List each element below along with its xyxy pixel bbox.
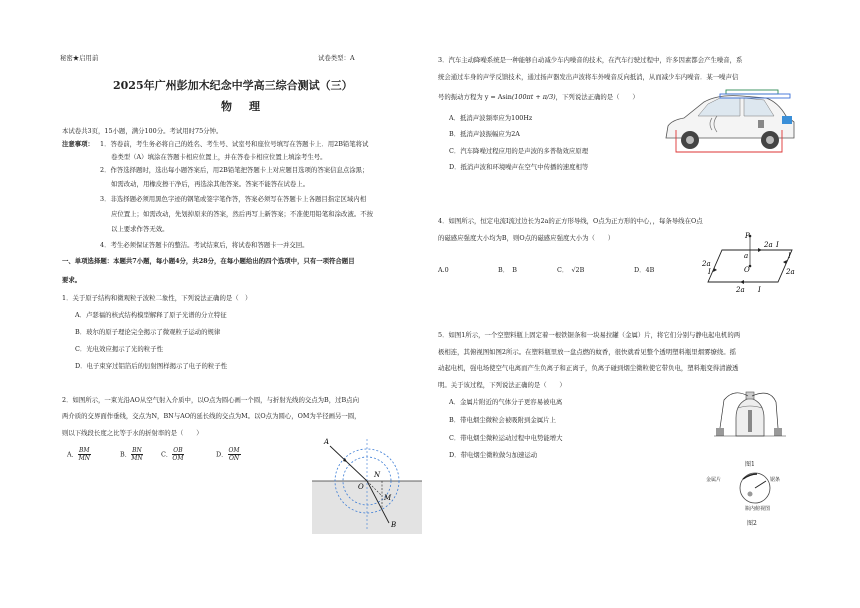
q2-option-c-frac	[172, 447, 183, 462]
q4-current-arrow-bottom-icon	[740, 280, 744, 284]
q2-label-a: A	[324, 438, 330, 446]
subject-title: 物 理	[221, 100, 263, 113]
paper-type: 试卷类型：A	[318, 54, 355, 62]
q4-stem-2: 的磁感应强度大小均为B，则O点的磁感应强度大小为（ ）	[438, 234, 615, 242]
note-3c: 以上要求作答无效。	[111, 225, 169, 233]
q4-square-loop-figure	[700, 230, 804, 296]
q2-c-num: OB	[173, 447, 183, 454]
notes-label: 注意事项：	[62, 140, 94, 148]
page-title: 2025年广州彭加木纪念中学高三综合测试（三）	[113, 79, 353, 92]
q5-figure-1-caption: 图1	[745, 461, 755, 468]
q3-speaker-icon	[758, 120, 764, 128]
q2-label-m: M	[384, 494, 392, 502]
q5-incense-icon	[748, 492, 753, 497]
secret-label: 秘密★启用前	[60, 54, 99, 62]
q3-option-a: A．抵消声波频率应为100Hz	[449, 114, 533, 122]
q4-stem-1: 4．如图所示，恒定电流I流过边长为2a的正方形导线，O点为正方形的中心，，每条导线在O点	[438, 217, 703, 225]
q3-wire-top	[726, 90, 778, 94]
note-2a: 2．作答选择题时，选出每小题答案后，用2B铅笔把答题卡上对应题目选项的答案信息点涂黑；	[100, 166, 369, 174]
section-1-heading-cont: 要求。	[62, 276, 82, 284]
q5-stem-3: 动起电机，强电场使空气电离而产生负离子和正离子，负离子碰到烟尘微粒使它带负电，塑料瓶变得清澈透	[438, 364, 739, 372]
q5-option-d: D．带电烟尘微粒做匀加速运动	[449, 451, 538, 459]
q2-a-den: MN	[78, 455, 90, 462]
q1-option-b: B．玻尔的原子理论完全揭示了微观粒子运动的规律	[75, 328, 221, 336]
q3-option-c: C．汽车降噪过程应用的是声波的多普勒效应原理	[449, 147, 589, 155]
q5-label-saw: 锯条	[770, 477, 781, 483]
q4-option-b: B． B	[498, 266, 517, 274]
q5-label-metal: 金属片	[706, 477, 722, 483]
q1-option-d: D．电子束穿过铝箔后的衍射图样揭示了电子的粒子性	[75, 362, 228, 370]
q5-generator-left	[716, 428, 724, 436]
q1-stem: 1．关于原子结构和微观粒子波粒二象性，下列说法正确的是（ ）	[62, 294, 252, 302]
q3-hub-front-icon	[686, 136, 694, 144]
q5-option-b: B．带电烟尘微粒会被吸附到金属片上	[449, 416, 556, 424]
q5-option-c: C．带电烟尘微粒运动过程中电势能增大	[449, 434, 563, 442]
q2-stem-3: 则以下线段长度之比等于水的折射率的是（ ）	[62, 429, 203, 437]
q2-option-a	[67, 447, 91, 462]
q4-option-d: D．4B	[634, 266, 655, 274]
q1-option-c: C．光电效应揭示了光的粒子性	[75, 345, 163, 353]
q5-stem-2: 极相连，其俯视图如图2所示。在塑料瓶里放一盘点燃的蚊香，很快就看见整个透明塑料瓶里烟雾缭绕。摇	[438, 348, 737, 356]
q5-generator-right	[774, 428, 782, 436]
q4-label-a: a	[744, 252, 749, 260]
q5-saw	[755, 481, 766, 488]
q2-c-den: OM	[172, 455, 184, 462]
q5-option-a: A．金属片附近的气体分子更容易被电离	[449, 398, 563, 406]
note-3b: 应位置上；如需改动，先划掉原来的答案，然后再写上新答案；不准使用铅笔和涂改液。不按	[111, 210, 374, 218]
q3-stem-1: 3．汽车主动降噪系统是一种能够自动减少车内噪音的技术，在汽车行驶过程中，许多因素都会产生噪音，系	[438, 56, 743, 64]
q3-option-b: B．抵消声波振幅应为2A	[449, 130, 520, 138]
note-1a: 1．答卷前，考生务必将自己的姓名、考生号、试室号和座位号填写在答题卡上．用2B铅笔将试	[100, 140, 369, 148]
q2-label-o: O	[358, 483, 364, 491]
q4-label-o: O	[744, 266, 750, 274]
q3-stem-2: 统会通过车身的声学反馈技术，通过扬声器发出声波将车外噪音反向抵消，从而减少车内噪音．某一噪声信	[438, 73, 739, 81]
q5-figure-2-caption: 图2	[747, 520, 757, 527]
q2-option-c-label: C．	[161, 450, 173, 459]
intro-text: 本试卷共3页，15小题，满分100分。考试用时75分钟。	[62, 127, 223, 135]
note-4: 4．考生必须保证答题卡的整洁。考试结束后，将试卷和答题卡一并交回。	[100, 241, 309, 249]
q3-car-figure	[662, 86, 798, 158]
note-1b: 卷类型（A）填涂在答题卡相应位置上，并在答卷卡相应位置上填涂考生号。	[111, 153, 327, 161]
q4-label-2a-top: 2a	[764, 241, 773, 249]
q4-label-2a-left: 2a	[702, 260, 711, 268]
q3-stem-3	[438, 93, 639, 101]
q5-figure-1	[714, 388, 786, 444]
q2-option-d	[216, 447, 241, 462]
q3-equation-prefix: 号的振动方程为 y = Asin	[438, 93, 512, 101]
q5-label-bottle-view: 瓶内俯视图	[745, 506, 771, 512]
q4-label-i-right: I	[788, 252, 791, 260]
q2-a-num: BM	[79, 447, 90, 454]
q4-option-a: A.0	[438, 266, 449, 274]
q4-current-arrow-top-icon	[758, 248, 762, 252]
q2-option-d-label: D．	[216, 450, 228, 459]
q1-option-a: A．卢瑟福的核式结构模型解释了原子光谱的分立特征	[75, 311, 227, 319]
q2-stem-2: 两介质的交界面作垂线，交点为N，BN与AO的延长线的交点为M。以O点为圆心，OM为半径画另一圆，	[62, 412, 361, 420]
q5-stem-4: 明。关于该过程，下列说法正确的是（ ）	[438, 381, 566, 389]
q3-hub-rear-icon	[766, 136, 774, 144]
q4-label-p: P	[745, 232, 750, 240]
q2-refraction-figure	[312, 434, 422, 534]
note-2b: 如需改动，用橡皮擦干净后，再选涂其他答案。答案不能答在试卷上。	[111, 180, 310, 188]
q2-option-b	[120, 447, 143, 462]
q4-label-2a-bottom: 2a	[736, 286, 745, 294]
q4-label-i-left: I	[708, 268, 711, 276]
q2-option-a-label: A．	[67, 450, 79, 459]
q2-b-den: MN	[131, 455, 143, 462]
q3-option-d: D．抵消声波和环境噪声在空气中传播的速度相等	[449, 163, 589, 171]
q2-label-n: N	[374, 471, 381, 479]
q2-option-c	[161, 447, 184, 462]
q3-equation-argument: (100πt + π/3)	[511, 93, 556, 101]
q2-d-num: OM	[228, 447, 240, 454]
q4-label-i-bottom: I	[758, 286, 761, 294]
q4-label-i-top: I	[776, 241, 779, 249]
q2-option-a-frac	[78, 447, 91, 462]
section-1-heading: 一、单项选择题：本题共7小题，每小题4分，共28分，在每小题给出的四个选项中，只有一项符合题目	[62, 257, 355, 265]
q5-saw-blade	[748, 410, 752, 432]
q2-option-b-frac	[131, 447, 143, 462]
q2-option-d-frac	[228, 447, 241, 462]
q2-b-num: BN	[132, 447, 142, 454]
q4-option-c: C． √2B	[557, 266, 585, 274]
q2-d-den: ON	[228, 455, 240, 462]
q2-stem-1: 2．如图所示，一束光沿AO从空气射入介质中，以O点为圆心画一个圆，与折射光线的交点为B，过B点向	[62, 396, 359, 404]
note-3a: 3．非选择题必须用黑色字迹的钢笔或签字笔作答，答案必须写在答题卡上各题目指定区域内相	[100, 195, 367, 203]
q2-option-b-label: B．	[120, 450, 132, 459]
q3-controller-box	[782, 116, 792, 124]
q2-label-b: B	[391, 521, 397, 529]
q4-label-2a-right: 2a	[786, 268, 795, 276]
q3-stem-end: ，下列说法正确的是（ ）	[555, 93, 639, 101]
q5-stem-1: 5．如图1所示，一个空塑料瓶上固定着一根铁锯条和一块易拉罐（金属）片，将它们分别与静电起电机的两	[438, 331, 741, 339]
